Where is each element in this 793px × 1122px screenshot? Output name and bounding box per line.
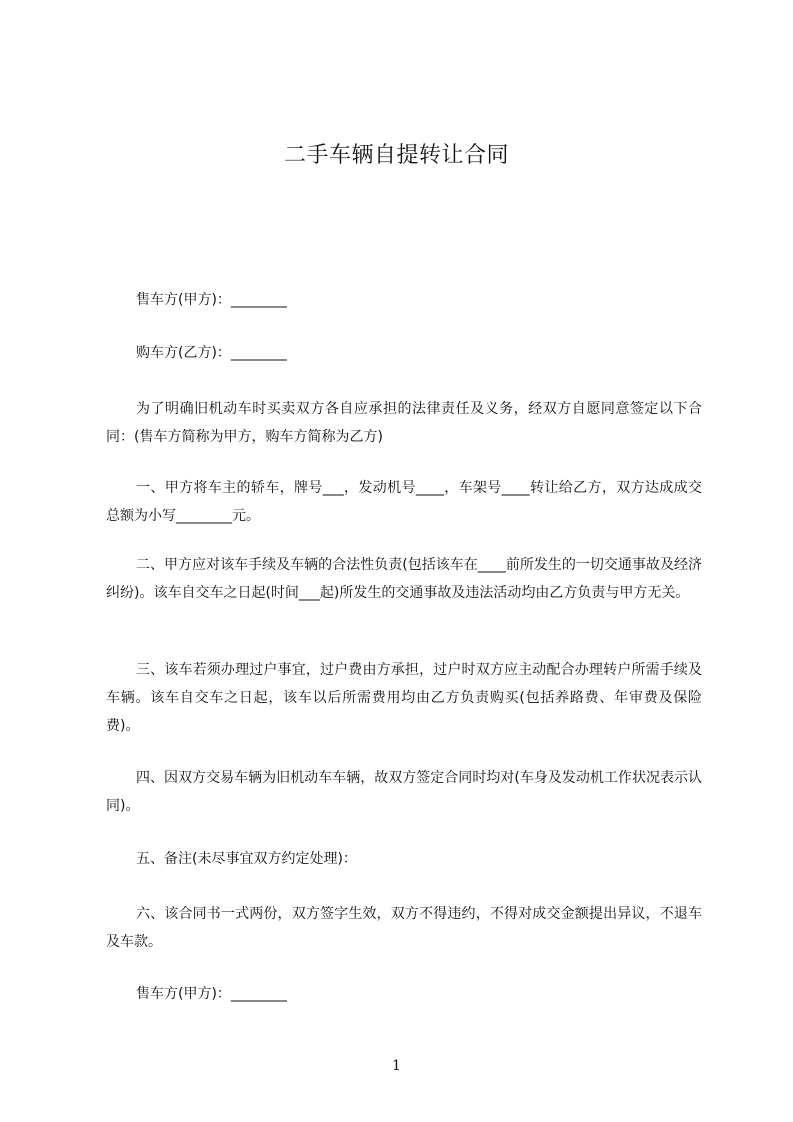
clause-3: 三、该车若须办理过户事宜，过户费由方承担，过户时双方应主动配合办理转户所需手续及车辆。该车自交车之日起，该车以后所需费用均由乙方负责购买(包括养路费、年审费及保险费)。 xyxy=(106,662,702,734)
preamble-paragraph: 为了明确旧机动车时买卖双方各自应承担的法律责任及义务，经双方自愿同意签定以下合同：(售车方简称为甲方，购车方简称为乙方) xyxy=(106,401,702,445)
clause-2: 二、甲方应对该车手续及车辆的合法性负责(包括该车在____前所发生的一切交通事故及经济纠纷)。该车自交车之日起(时间___起)所发生的交通事故及违法活动均由乙方负责与甲方无关。 xyxy=(106,557,702,601)
clause-4: 四、因双方交易车辆为旧机动车车辆，故双方签定合同时均对(车身及发动机工作状况表示认同)。 xyxy=(106,770,702,814)
page-number: 1 xyxy=(392,1058,401,1074)
seller-party-line: 售车方(甲方)：________ xyxy=(136,292,287,308)
contract-title: 二手车辆自提转让合同 xyxy=(283,143,509,168)
buyer-party-line: 购车方(乙方)：________ xyxy=(136,345,287,361)
clause-6: 六、该合同书一式两份，双方签字生效，双方不得违约，不得对成交金额提出异议，不退车及车款。 xyxy=(106,906,702,950)
clause-1: 一、甲方将车主的轿车，牌号___，发动机号____，车架号____转让给乙方，双方达成成交总额为小写________元。 xyxy=(106,480,702,524)
clause-5: 五、备注(未尽事宜双方约定处理)： xyxy=(136,851,357,867)
seller-signature-line: 售车方(甲方)：________ xyxy=(136,986,287,1002)
